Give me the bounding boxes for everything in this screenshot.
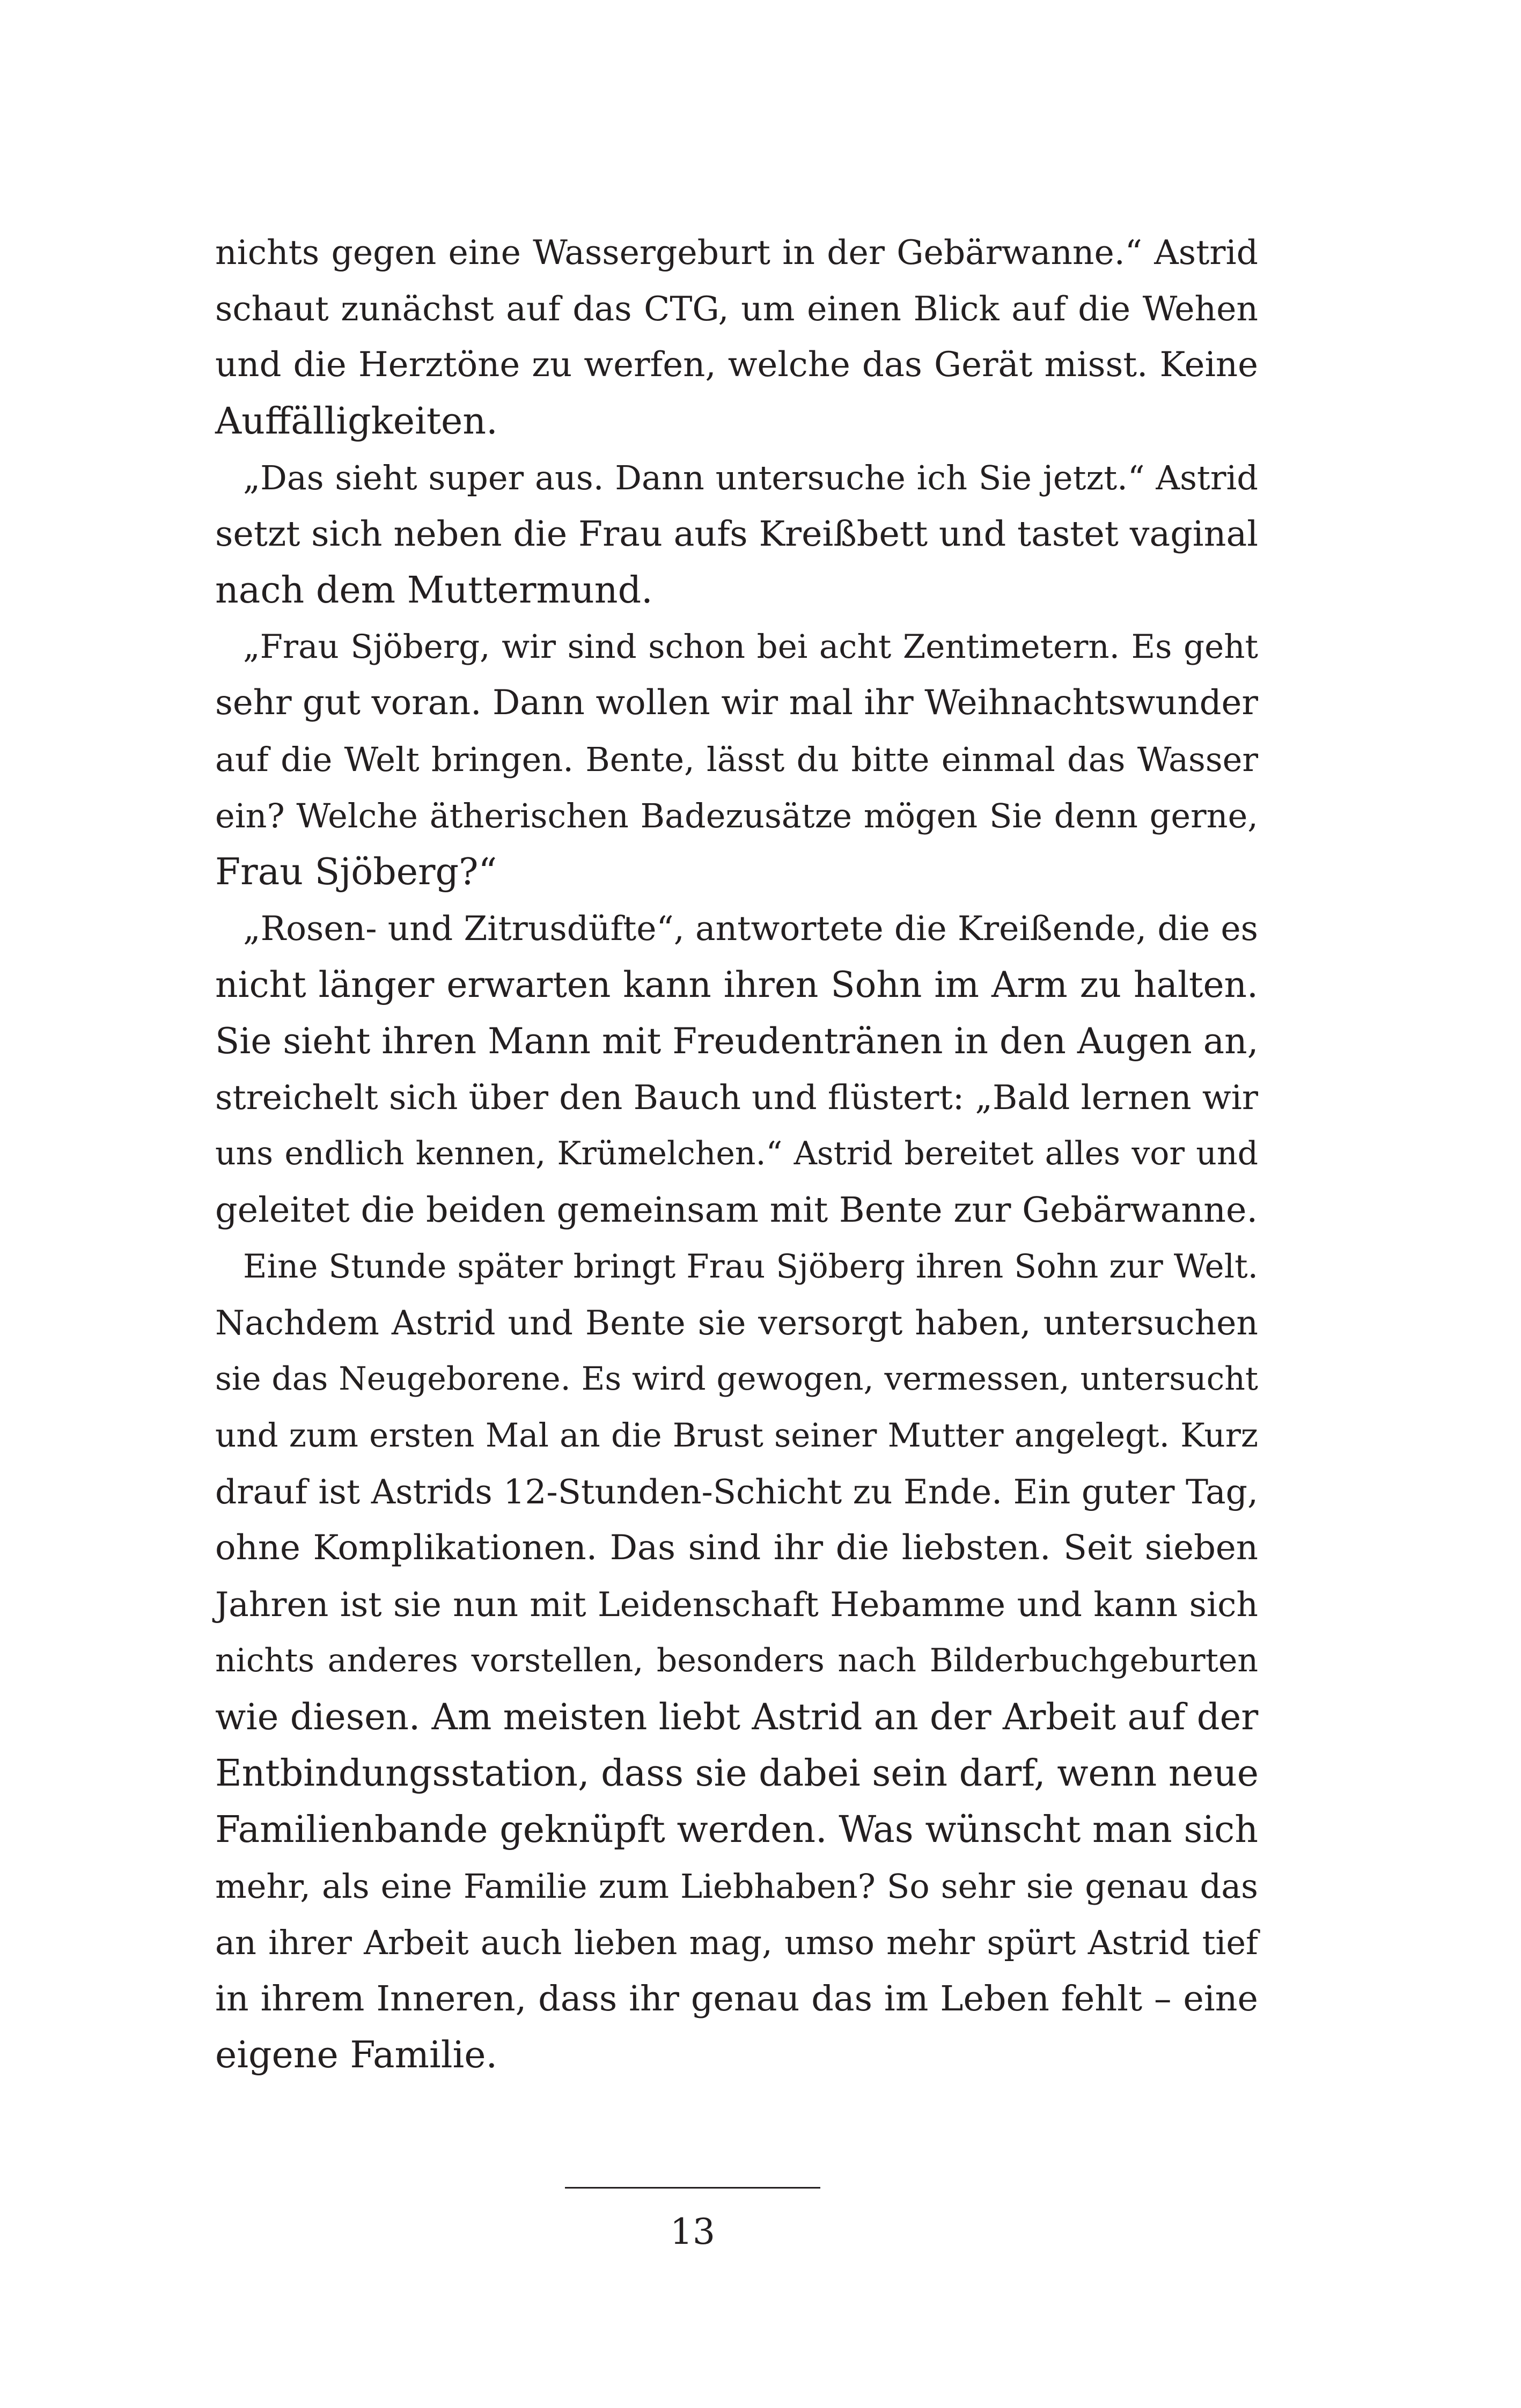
text-line: geleitet die beiden gemeinsam mit Bente zur Gebärwanne. [215, 1190, 1258, 1230]
text-line: und die Herztöne zu werfen, welche das Gerät misst. Keine [215, 345, 1258, 385]
text-line: nach dem Muttermund. [215, 569, 653, 612]
page-number: 13 [670, 2211, 715, 2252]
text-line: streichelt sich über den Bauch und flüstert: „Bald lernen wir [215, 1078, 1258, 1117]
text-line: sehr gut voran. Dann wollen wir mal ihr Weihnachtswunder [215, 683, 1258, 723]
text-line: drauf ist Astrids 12-Stunden-Schicht zu Ende. Ein guter Tag, [215, 1472, 1258, 1511]
text-line: wie diesen. Am meisten liebt Astrid an der Arbeit auf der [215, 1696, 1259, 1738]
text-line: ein? Welche ätherischen Badezusätze mögen Sie denn gerne, [215, 796, 1258, 835]
text-line: Auffälligkeiten. [215, 400, 498, 443]
body-text [215, 224, 1258, 2083]
text-line: Jahren ist sie nun mit Leidenschaft Hebamme und kann sich [215, 1585, 1258, 1624]
footer-divider [565, 2187, 820, 2189]
text-line: auf die Welt bringen. Bente, lässt du bitte einmal das Wasser [215, 740, 1258, 779]
text-line: nichts anderes vorstellen, besonders nach Bilderbuchgeburten [215, 1642, 1258, 1679]
text-line: an ihrer Arbeit auch lieben mag, umso mehr spürt Astrid tief [215, 1923, 1258, 1962]
text-line: setzt sich neben die Frau aufs Kreißbett und tastet vaginal [215, 514, 1258, 554]
text-line: Eine Stunde später bringt Frau Sjöberg ihren Sohn zur Welt. [243, 1247, 1258, 1286]
text-line: Entbindungsstation, dass sie dabei sein darf, wenn neue [215, 1752, 1259, 1795]
text-line: Nachdem Astrid und Bente sie versorgt haben, untersuchen [215, 1303, 1258, 1342]
text-line: „Frau Sjöberg, wir sind schon bei acht Zentimetern. Es geht [243, 628, 1258, 666]
text-line: „Rosen- und Zitrusdüfte“, antwortete die Kreißende, die es [243, 909, 1258, 948]
text-line: eigene Familie. [215, 2034, 498, 2076]
text-line: ohne Komplikationen. Das sind ihr die liebsten. Seit sieben [215, 1528, 1258, 1568]
text-line: nicht länger erwarten kann ihren Sohn im Arm zu halten. [215, 964, 1258, 1005]
text-line: in ihrem Inneren, dass ihr genau das im Leben fehlt – eine [215, 1979, 1258, 2019]
text-line: sie das Neugeborene. Es wird gewogen, vermessen, untersucht [215, 1360, 1258, 1398]
text-line: uns endlich kennen, Krümelchen.“ Astrid bereitet alles vor und [215, 1135, 1258, 1172]
text-line: Sie sieht ihren Mann mit Freudentränen in den Augen an, [215, 1021, 1259, 1062]
text-line: mehr, als eine Familie zum Liebhaben? So sehr sie genau das [215, 1867, 1258, 1906]
text-line: und zum ersten Mal an die Brust seiner Mutter angelegt. Kurz [215, 1416, 1258, 1455]
text-line: nichts gegen eine Wassergeburt in der Gebärwanne.“ Astrid [215, 233, 1258, 272]
text-line: „Das sieht super aus. Dann untersuche ich Sie jetzt.“ Astrid [243, 458, 1258, 497]
text-line: schaut zunächst auf das CTG, um einen Blick auf die Wehen [215, 289, 1258, 328]
text-line: Familienbande geknüpft werden. Was wünscht man sich [215, 1809, 1258, 1851]
text-line: Frau Sjöberg?“ [215, 851, 497, 893]
